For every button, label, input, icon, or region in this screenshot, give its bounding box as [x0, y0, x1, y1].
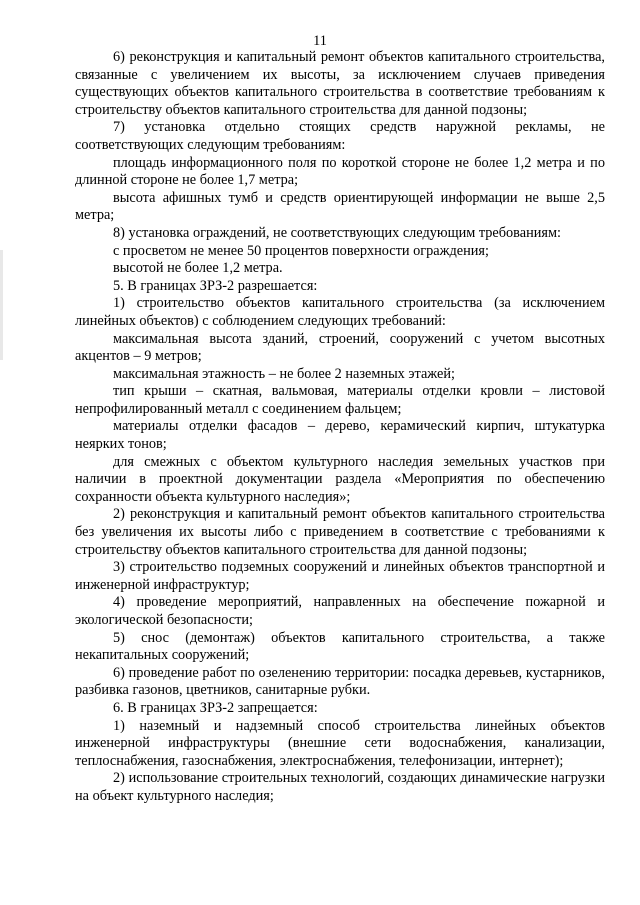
document-body — [75, 49, 605, 806]
paragraph: высота афишных тумб и средств ориентирующей информации не выше 2,5 метра; — [75, 189, 605, 224]
paragraph: 4) проведение мероприятий, направленных на обеспечение пожарной и экологической безопасности; — [75, 594, 605, 628]
paragraph: 8) установка ограждений, не соответствующих следующим требованиям: — [113, 224, 561, 241]
section-heading: 6. В границах ЗРЗ-2 запрещается: — [113, 699, 318, 716]
paragraph: максимальная этажность – не более 2 наземных этажей; — [113, 365, 455, 382]
paragraph: 3) строительство подземных сооружений и линейных объектов транспортной и инженерной инфраструктур; — [75, 559, 605, 593]
paragraph: 7) установка отдельно стоящих средств наружной рекламы, не соответствующих следующим требованиям: — [75, 119, 605, 153]
paragraph: высотой не более 1,2 метра. — [113, 260, 283, 277]
paragraph: 5) снос (демонтаж) объектов капитального строительства, а также некапитальных сооружений; — [75, 629, 605, 664]
paragraph: 2) использование строительных технологий, создающих динамические нагрузки на объект культурного наследия; — [75, 770, 605, 804]
paragraph: для смежных с объектом культурного наследия земельных участков при наличии в проектной документации раздела «Мероприятия по обеспечению сохранности объекта культурного наследия»; — [75, 453, 605, 505]
section-heading: 5. В границах ЗРЗ-2 разрешается: — [113, 277, 318, 294]
paragraph: 6) реконструкция и капитальный ремонт объектов капитального строительства, связанные с увеличением их высоты, за исключением случаев приведения существующих объектов капитального строительства в соответствие требованиям к строительству объектов капитального строительства для данной подзоны; — [75, 49, 605, 118]
page-number: 11 — [313, 33, 327, 49]
paragraph: 6) проведение работ по озеленению территории: посадка деревьев, кустарников, разбивка газонов, цветников, санитарные рубки. — [75, 664, 605, 699]
paragraph: 1) наземный и надземный способ строительства линейных объектов инженерной инфраструктуры (внешние сети водоснабжения, канализации, теплоснабжения, газоснабжения, электроснабжения, телефонизации, интернет); — [75, 717, 605, 769]
scan-edge-shadow — [0, 250, 3, 360]
paragraph: материалы отделки фасадов – дерево, керамический кирпич, штукатурка неярких тонов; — [75, 418, 605, 453]
paragraph: максимальная высота зданий, строений, сооружений с учетом высотных акцентов – 9 метров; — [75, 330, 605, 365]
paragraph: 2) реконструкция и капитальный ремонт объектов капитального строительства без увеличения их высоты либо с приведением в соответствие с требованиями к строительству объектов капитального строительства для данной подзоны; — [75, 506, 605, 558]
paragraph: с просветом не менее 50 процентов поверхности ограждения; — [113, 242, 489, 259]
paragraph: 1) строительство объектов капитального строительства (за исключением линейных объектов) с соблюдением следующих требований: — [75, 295, 605, 329]
paragraph: тип крыши – скатная, вальмовая, материалы отделки кровли – листовой непрофилированный металл с соединением фальцем; — [75, 383, 605, 417]
paragraph: площадь информационного поля по короткой стороне не более 1,2 метра и по длинной стороне не более 1,7 метра; — [75, 154, 605, 189]
